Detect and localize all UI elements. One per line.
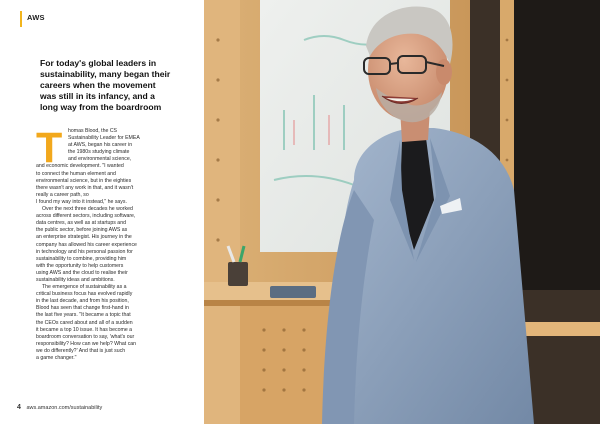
portrait-illustration — [204, 0, 600, 424]
body-line: an enterprise strategist. His journey in the — [36, 234, 132, 241]
marker-cup — [228, 262, 248, 286]
portrait-photo — [204, 0, 600, 424]
body-line: The emergence of sustainability as a — [42, 284, 127, 291]
page-number: 4 — [17, 404, 21, 411]
headline-line: careers when the movement — [40, 80, 156, 90]
body-line: Sustainability Leader for EMEA — [68, 135, 140, 142]
page-footer — [17, 404, 102, 411]
article-body — [36, 124, 196, 362]
body-line: there wasn't any work in that, and it wasn't — [36, 184, 134, 191]
body-line: responsibility? How can we help? What can — [36, 340, 137, 347]
body-line: and environmental science, — [68, 156, 132, 163]
body-line: the public sector, before joining AWS as — [36, 227, 128, 234]
headline-line: For today's global leaders in — [40, 58, 157, 68]
body-line: the 1980s studying climate — [68, 149, 130, 156]
body-line: homas Blood, the CS — [68, 128, 118, 134]
body-line: in technology and his personal passion for — [36, 248, 133, 255]
pegboard-left — [204, 0, 240, 424]
body-line: a game changer." — [36, 355, 77, 361]
body-line: sustainability to combine, providing him — [36, 255, 127, 262]
body-line: across different sectors, including software, — [36, 213, 136, 220]
headline-line: was still in its infancy, and a — [40, 91, 155, 101]
body-line: we do differently?' And that is just such — [36, 347, 126, 354]
body-line: Over the next three decades he worked — [42, 206, 133, 213]
body-line: I found my way into it instead," he says. — [36, 198, 127, 205]
body-line: sustainability ideas and ambitions. — [36, 276, 115, 283]
body-line: Blood has seen that change first-hand in — [36, 305, 129, 312]
body-line: using AWS and the cloud to realise their — [36, 269, 128, 276]
eraser — [270, 286, 316, 298]
body-line: critical business focus has evolved rapidly — [36, 291, 133, 298]
body-line: boardroom conversation to say, 'what's our — [36, 333, 135, 340]
body-line: to connect the human element and — [36, 170, 116, 177]
body-line: the CEOs cared about and all of a sudden — [36, 319, 133, 326]
body-line: data centres, as well as at startups and — [36, 220, 126, 227]
body-line: and economic development. "I wanted — [36, 163, 124, 170]
drop-cap: T — [36, 124, 63, 172]
article-headline — [40, 58, 192, 113]
headline-line: sustainability, many began their — [40, 69, 171, 79]
body-line: really a career path, so — [36, 191, 89, 198]
body-line: in the last decade, and from his position, — [36, 298, 129, 305]
body-line: at AWS, began his career in — [68, 142, 133, 149]
section-label: AWS — [27, 13, 45, 22]
section-accent-bar — [20, 11, 22, 27]
footer-url: aws.amazon.com/sustainability — [26, 405, 103, 411]
body-line: with the opportunity to help customers — [36, 262, 124, 269]
black-panel — [514, 0, 600, 290]
headline-line: long way from the boardroom — [40, 102, 162, 112]
body-line: environmental science, but in the eighties — [36, 177, 132, 184]
text-column — [0, 0, 204, 424]
body-line: it became a top 10 issue. It has become a — [36, 326, 133, 333]
body-line: company has allowed his career experience — [36, 241, 137, 248]
body-line: the last five years. "It became a topic that — [36, 312, 131, 319]
